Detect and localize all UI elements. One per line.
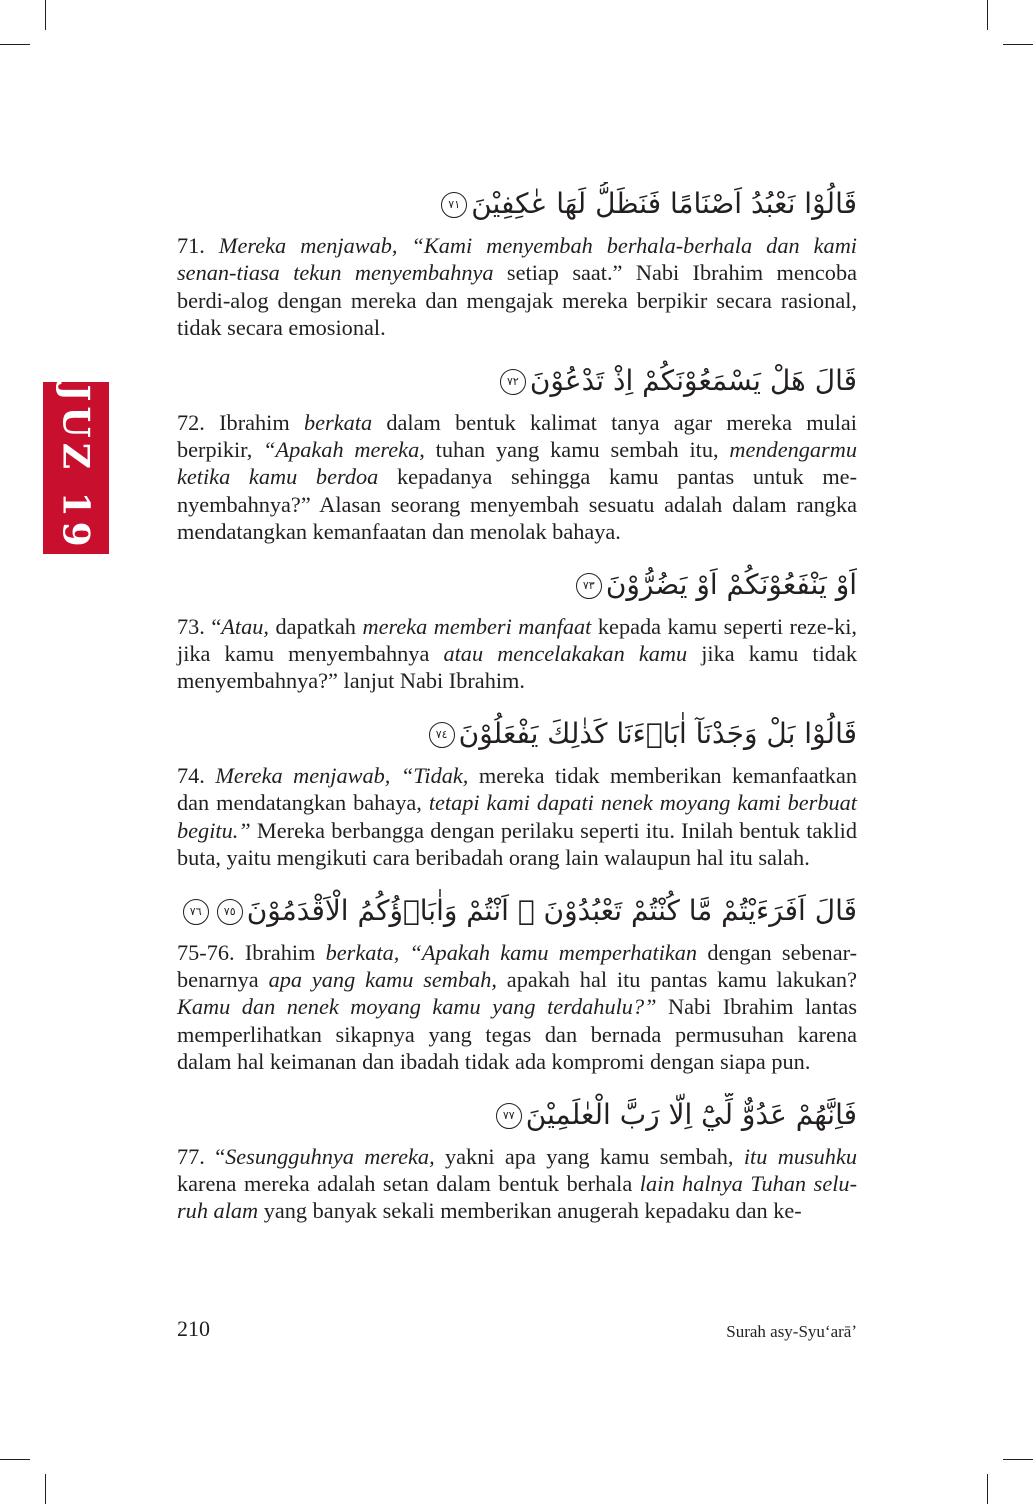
- tafsir-paragraph: [177, 939, 857, 1076]
- running-footer-surah-title: Surah asy-Syuʻarāʼ: [726, 1322, 857, 1341]
- tafsir-text: 71.: [177, 233, 219, 258]
- tafsir-italic-text: Sesungguhnya mereka,: [225, 1143, 435, 1169]
- juz-label: JUZ 19: [55, 384, 97, 552]
- tafsir-text: Mereka berbangga dengan perilaku seperti itu. Inilah bentuk taklid buta, yaitu mengikuti cara beribadah orang lain walaupun hal itu salah.: [177, 817, 857, 871]
- ayah-number-marker: ٧٥: [217, 899, 243, 925]
- tafsir-italic-text: itu musuhku: [743, 1143, 857, 1169]
- arabic-verse: [177, 359, 857, 409]
- tafsir-text: dalam bentuk kalimat tanya agar mereka mulai berpikir,: [177, 409, 857, 463]
- tafsir-italic-text: tetapi kami dapati nenek moyang kami berbuat begitu.”: [177, 790, 857, 843]
- arabic-verse: [177, 563, 857, 613]
- arabic-verse-text: قَالَ اَفَرَءَيْتُمْ مَّا كُنْتُمْ تَعْبُدُوْنَ ۙ اَنْتُمْ وَاٰبَاۤؤُكُمُ الْاَقْدَمُوْنَ: [246, 893, 857, 927]
- ayah-number-marker: ٧٣: [576, 573, 602, 599]
- arabic-verse-text: قَالُوْا نَعْبُدُ اَصْنَامًا فَنَظَلُّ لَهَا عٰكِفِيْنَ: [471, 187, 857, 220]
- arabic-verse-text: قَالَ هَلْ يَسْمَعُوْنَكُمْ اِذْ تَدْعُوْنَ: [529, 363, 857, 397]
- crop-mark-top-right-h: [1003, 44, 1033, 45]
- crop-mark-top-left-h: [0, 44, 30, 45]
- ayah-number-marker: ٧٧: [496, 1103, 522, 1129]
- tafsir-text: 73. “: [177, 613, 222, 639]
- crop-mark-top-left-v: [45, 0, 46, 30]
- arabic-verse: [177, 712, 857, 762]
- tafsir-paragraph: [177, 409, 857, 546]
- tafsir-italic-text: Atau,: [221, 613, 269, 639]
- tafsir-italic-text: “Apakah mereka,: [263, 437, 425, 463]
- tafsir-paragraph: [177, 1143, 857, 1225]
- tafsir-paragraph: [177, 613, 857, 695]
- tafsir-italic-text: apa yang kamu sembah,: [268, 966, 497, 992]
- crop-mark-bottom-left-v: [45, 1474, 46, 1504]
- crop-mark-top-right-v: [987, 0, 988, 30]
- tafsir-text: 74.: [177, 762, 216, 788]
- tafsir-italic-text: Mereka menjawab, “Tidak,: [215, 762, 469, 788]
- arabic-verse: [177, 1093, 857, 1143]
- crop-mark-bottom-right-v: [987, 1474, 988, 1504]
- tafsir-text: yakni apa yang kamu sembah,: [434, 1143, 744, 1169]
- tafsir-italic-text: berkata, “Apakah kamu memperhatikan: [325, 939, 698, 965]
- tafsir-text: 75-76. Ibrahim: [177, 939, 326, 965]
- crop-mark-bottom-left-h: [0, 1459, 30, 1460]
- tafsir-text: 72. Ibrahim: [177, 409, 304, 435]
- crop-mark-bottom-right-h: [1003, 1459, 1033, 1460]
- tafsir-paragraph: [177, 762, 857, 872]
- tafsir-text: apakah hal itu pantas kamu lakukan?: [496, 966, 857, 992]
- tafsir-italic-text: atau mencelakakan kamu: [443, 641, 688, 667]
- tafsir-text: dengan sebenar-benarnya: [177, 939, 857, 992]
- tafsir-text: jika kamu tidak menyembahnya?” lanjut Nabi Ibrahim.: [177, 641, 857, 694]
- tafsir-text: setiap saat.” Nabi Ibrahim mencoba berdi-alog dengan mereka dan mengajak mereka berpikir secara rasional, tidak secara emosional.: [177, 260, 858, 341]
- tafsir-text: kepada kamu seperti reze-ki, jika kamu menyembahnya: [177, 613, 857, 667]
- tafsir-text: tuhan yang kamu sembah itu,: [424, 437, 730, 463]
- arabic-verse-text: اَوْ يَنْفَعُوْنَكُمْ اَوْ يَضُرُّوْنَ: [605, 567, 857, 601]
- tafsir-paragraph: [177, 232, 857, 342]
- tafsir-italic-text: mendengarmu ketika kamu berdoa: [177, 437, 857, 490]
- page-content: [177, 182, 857, 1225]
- tafsir-text: 77. “: [177, 1143, 226, 1169]
- tafsir-text: kepadanya sehingga kamu pantas untuk me-nyembahnya?” Alasan seorang menyembah sesuatu adalah dalam rangka mendatangkan kemanfaatan dan menolak bahaya.: [177, 464, 857, 545]
- ayah-number-marker: ٧١: [441, 192, 467, 218]
- tafsir-text: karena mereka adalah setan dalam bentuk berhala: [177, 1170, 640, 1196]
- ayah-number-marker: ٧٢: [500, 369, 526, 395]
- ayah-number-marker: ٧٤: [429, 722, 455, 748]
- tafsir-text: Nabi Ibrahim lantas memperlihatkan sikapnya yang tegas dan bernada permusuhan karena dalam hal keimanan dan ibadah tidak ada kompromi dengan siapa pun.: [177, 994, 857, 1075]
- ayah-number-marker: ٧٦: [183, 899, 209, 925]
- page-number: 210: [177, 1316, 210, 1341]
- tafsir-italic-text: lain halnya Tuhan selu-ruh alam: [177, 1170, 857, 1224]
- tafsir-text: dapatkah: [268, 613, 363, 639]
- arabic-verse-text: فَاِنَّهُمْ عَدُوٌّ لِّيْٓ اِلَّا رَبَّ الْعٰلَمِيْنَ: [525, 1097, 857, 1131]
- arabic-verse-text: قَالُوْا بَلْ وَجَدْنَآ اٰبَاۤءَنَا كَذٰلِكَ يَفْعَلُوْنَ: [458, 716, 857, 750]
- tafsir-text: mereka tidak memberikan kemanfaatkan dan mendatangkan bahaya,: [177, 762, 857, 816]
- arabic-verse: [177, 182, 857, 232]
- tafsir-italic-text: berkata: [303, 409, 373, 435]
- juz-side-tab: [43, 382, 109, 554]
- tafsir-italic-text: Mereka menjawab, “Kami menyembah berhala-berhala dan kami senan-tiasa tekun menyembahnya: [177, 233, 857, 286]
- tafsir-italic-text: Kamu dan nenek moyang kamu yang terdahulu?”: [177, 994, 657, 1020]
- tafsir-italic-text: mereka memberi manfaat: [362, 613, 592, 639]
- tafsir-text: yang banyak sekali memberikan anugerah kepadaku dan ke-: [258, 1198, 802, 1224]
- arabic-verse: [177, 889, 857, 939]
